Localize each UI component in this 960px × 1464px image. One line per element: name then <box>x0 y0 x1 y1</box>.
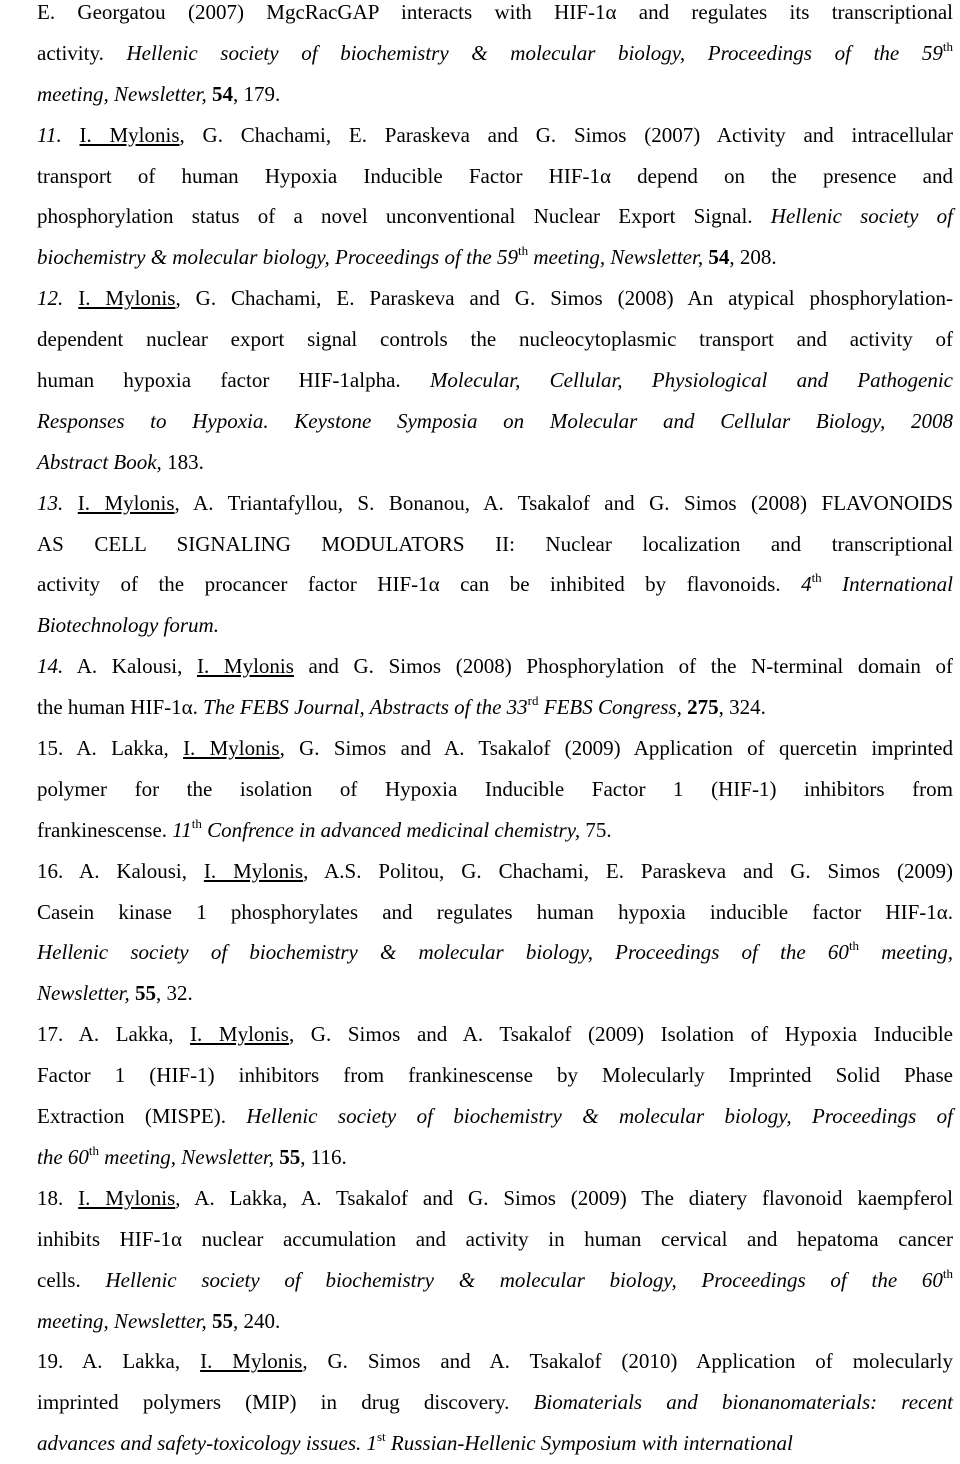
reference-number: 18. <box>37 1185 64 1210</box>
reference-entry <box>37 0 953 115</box>
reference-entry <box>37 278 953 482</box>
reference-line <box>37 319 953 360</box>
italic-span: Molecular, Cellular, Physiological and Pathogenic <box>429 368 953 393</box>
text-span: 183. <box>167 449 204 474</box>
text-span: Extraction (MISPE). <box>37 1104 247 1129</box>
text-span: A. Kalousi, <box>79 858 204 883</box>
text-span: , A.S. Politou, G. Chachami, E. Paraskeva and G. Simos (2009) <box>303 858 953 883</box>
text-span: dependent nuclear export signal controls the nucleocytoplasmic transport and activity of <box>37 327 953 352</box>
reference-line <box>37 442 953 483</box>
author-highlight: I. Mylonis <box>78 286 176 311</box>
text-span: and G. Simos (2008) Phosphorylation of the N-terminal domain of <box>293 654 953 679</box>
italic-span: Hellenic society of biochemistry & molecular biology, Proceedings of the 59 <box>126 40 943 65</box>
text-span: Factor 1 (HIF-1) inhibitors from frankinescense by Molecularly Imprinted Solid Phase <box>37 1063 953 1088</box>
ordinal-suffix: th <box>942 38 953 54</box>
italic-span: 4 <box>801 572 812 597</box>
italic-span: Abstract Book, <box>37 449 168 474</box>
reference-line <box>37 564 953 605</box>
reference-number: 12. <box>37 286 64 311</box>
text-span: , G. Simos and A. Tsakalof (2009) Application of quercetin imprinted <box>279 736 953 761</box>
italic-span: Hellenic society of biochemistry & molecular biology, Proceedings of the 60 <box>37 940 849 965</box>
reference-line <box>37 1382 953 1423</box>
reference-line <box>37 892 953 933</box>
reference-line <box>37 483 953 524</box>
text-span: , G. Chachami, E. Paraskeva and G. Simos (2007) Activity and intracellular <box>179 122 954 147</box>
reference-line <box>37 728 953 769</box>
text-span: , 116. <box>300 1144 347 1169</box>
volume-number: 275 <box>687 695 719 720</box>
reference-line <box>37 932 953 973</box>
text-span: , 179. <box>232 81 281 106</box>
reference-line <box>37 1096 953 1137</box>
author-highlight: I. Mylonis <box>190 1022 289 1047</box>
text-span: A. Lakka, <box>82 1349 201 1374</box>
italic-span: Newsletter, <box>37 981 135 1006</box>
text-span: , G. Simos and A. Tsakalof (2010) Application of molecularly <box>302 1349 954 1374</box>
text-span: , A. Lakka, A. Tsakalof and G. Simos (2009) The diatery flavonoid kaempferol <box>175 1185 953 1210</box>
author-highlight: I. Mylonis <box>183 736 280 761</box>
italic-span: 11 <box>172 817 192 842</box>
italic-span: the 60 <box>37 1144 89 1169</box>
reference-line <box>37 1178 953 1219</box>
reference-line <box>37 973 953 1014</box>
reference-line <box>37 605 953 646</box>
reference-number: 13. <box>37 490 64 515</box>
volume-number: 54 <box>708 245 730 270</box>
text-span: AS CELL SIGNALING MODULATORS II: Nuclear localization and transcriptional <box>37 531 953 556</box>
reference-number: 15. <box>37 736 64 761</box>
reference-line <box>37 810 953 851</box>
reference-line <box>37 115 953 156</box>
text-span: , G. Simos and A. Tsakalof (2009) Isolation of Hypoxia Inducible <box>288 1022 954 1047</box>
reference-line <box>37 1014 953 1055</box>
italic-span: biochemistry & molecular biology, Proceedings of the 59 <box>37 245 518 270</box>
ordinal-suffix: rd <box>527 693 539 709</box>
text-span: A. Lakka, <box>76 736 184 761</box>
reference-entry <box>37 728 953 851</box>
text-span: cells. <box>37 1267 106 1292</box>
reference-entry <box>37 115 953 279</box>
text-span: the human HIF-1α. <box>37 695 204 720</box>
text-span: Casein kinase 1 phosphorylates and regulates human hypoxia inducible factor HIF-1α. <box>37 899 953 924</box>
reference-line <box>37 524 953 565</box>
text-span: phosphorylation status of a novel unconventional Nuclear Export Signal. <box>37 204 771 229</box>
reference-line <box>37 687 953 728</box>
reference-line <box>37 1423 953 1464</box>
text-span: , 208. <box>729 245 777 270</box>
reference-number: 14. <box>37 654 64 679</box>
reference-entry <box>37 483 953 647</box>
reference-entry <box>37 1014 953 1178</box>
text-span: , 240. <box>232 1308 281 1333</box>
italic-span: Biotechnology forum. <box>37 613 219 638</box>
text-span: transport of human Hypoxia Inducible Factor HIF-1α depend on the presence and <box>37 163 953 188</box>
text-span: E. Georgatou (2007) MgcRacGAP interacts with HIF-1α and regulates its transcriptional <box>37 0 953 24</box>
reference-line <box>37 851 953 892</box>
text-span: 75. <box>585 817 612 842</box>
author-highlight: I. Mylonis <box>203 858 304 883</box>
italic-span: advances and safety-toxicology issues. 1 <box>37 1431 377 1456</box>
author-highlight: I. Mylonis <box>200 1349 303 1374</box>
reference-number: 11. <box>37 122 62 147</box>
italic-span: Responses to Hypoxia. Keystone Symposia on Molecular and Cellular Biology, 2008 <box>37 408 953 433</box>
italic-span: Hellenic society of biochemistry & molecular biology, Proceedings of the 60 <box>105 1267 943 1292</box>
reference-entry <box>37 1178 953 1342</box>
reference-line <box>37 1219 953 1260</box>
reference-entry <box>37 1341 953 1464</box>
italic-span: meeting, Newsletter, <box>37 81 212 106</box>
italic-span: FEBS Congress, <box>538 695 688 720</box>
italic-span: Hellenic society of <box>770 204 953 229</box>
ordinal-suffix: st <box>377 1429 386 1445</box>
reference-line <box>37 646 953 687</box>
text-span: inhibits HIF-1α nuclear accumulation and activity in human cervical and hepatoma cancer <box>37 1226 953 1251</box>
reference-line <box>37 360 953 401</box>
text-span: , G. Chachami, E. Paraskeva and G. Simos (2008) An atypical phosphorylation- <box>175 286 954 311</box>
italic-span: meeting, Newsletter, <box>528 245 709 270</box>
italic-span: Hellenic society of biochemistry & molecular biology, Proceedings of <box>246 1104 953 1129</box>
ordinal-suffix: th <box>517 243 529 259</box>
reference-number: 17. <box>37 1022 64 1047</box>
reference-line <box>37 237 953 278</box>
text-span: , A. Triantafyllou, S. Bonanou, A. Tsakalof and G. Simos (2008) FLAVONOIDS <box>174 490 954 515</box>
reference-line <box>37 1301 953 1342</box>
ordinal-suffix: th <box>848 938 860 954</box>
text-span: polymer for the isolation of Hypoxia Inducible Factor 1 (HIF-1) inhibitors from <box>37 776 953 801</box>
author-highlight: I. Mylonis <box>197 654 294 679</box>
italic-span: International <box>821 572 953 597</box>
volume-number: 54 <box>211 81 233 106</box>
reference-line <box>37 1055 953 1096</box>
text-span: frankinescense. <box>37 817 173 842</box>
reference-line <box>37 769 953 810</box>
text-span: activity of the procancer factor HIF-1α can be inhibited by flavonoids. <box>37 572 802 597</box>
text-span: A. Lakka, <box>78 1022 191 1047</box>
author-highlight: I. Mylonis <box>79 122 180 147</box>
italic-span: meeting, Newsletter, <box>37 1308 212 1333</box>
italic-span: meeting, Newsletter, <box>99 1144 280 1169</box>
reference-line <box>37 1341 953 1382</box>
author-highlight: I. Mylonis <box>78 1185 176 1210</box>
italic-span: Confrence in advanced medicinal chemistry, <box>201 817 586 842</box>
text-span: activity. <box>37 40 127 65</box>
text-span: , 32. <box>156 981 193 1006</box>
reference-line <box>37 156 953 197</box>
reference-line <box>37 1260 953 1301</box>
italic-span: Russian-Hellenic Symposium with international <box>385 1431 793 1456</box>
reference-line <box>37 0 953 33</box>
text-span: human hypoxia factor HIF-1alpha. <box>37 368 430 393</box>
italic-span: Biomaterials and bionanomaterials: recent <box>533 1390 953 1415</box>
ordinal-suffix: th <box>191 815 202 831</box>
reference-list <box>37 0 953 1464</box>
reference-entry <box>37 646 953 728</box>
reference-line <box>37 74 953 115</box>
reference-number: 19. <box>37 1349 64 1374</box>
volume-number: 55 <box>135 981 156 1006</box>
reference-line <box>37 33 953 74</box>
italic-span: meeting, <box>859 940 953 965</box>
italic-span: The FEBS Journal, Abstracts of the 33 <box>203 695 528 720</box>
text-span: imprinted polymers (MIP) in drug discovery. <box>37 1390 534 1415</box>
ordinal-suffix: th <box>88 1142 100 1158</box>
volume-number: 55 <box>211 1308 233 1333</box>
author-highlight: I. Mylonis <box>77 490 175 515</box>
reference-line <box>37 401 953 442</box>
reference-line <box>37 278 953 319</box>
reference-entry <box>37 851 953 1015</box>
volume-number: 55 <box>279 1144 301 1169</box>
reference-number: 16. <box>37 858 64 883</box>
ordinal-suffix: th <box>942 1265 953 1281</box>
text-span: A. Kalousi, <box>76 654 198 679</box>
ordinal-suffix: th <box>811 570 822 586</box>
text-span: , 324. <box>718 695 766 720</box>
reference-line <box>37 1137 953 1178</box>
reference-line <box>37 196 953 237</box>
